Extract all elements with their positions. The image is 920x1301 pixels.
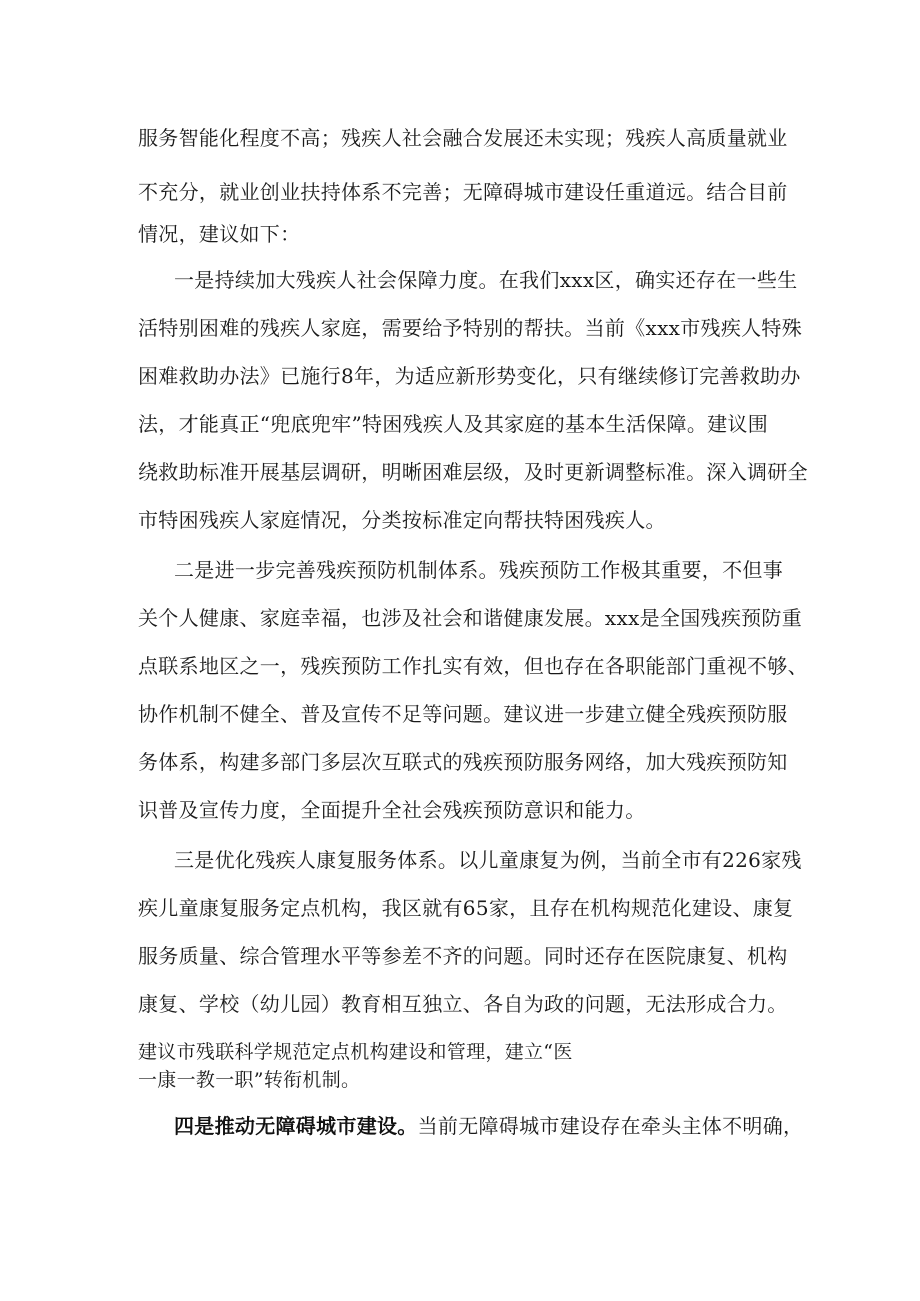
paragraph-2-lead: 二是进一步完善残疾预防机制体系。残疾预防工作极其重要，不但事 (174, 558, 783, 582)
paragraph-3-lead: 三是优化残疾人康复服务体系。以儿童康复为例，当前全市有226家残 (174, 848, 802, 872)
text-line: 不充分，就业创业扶持体系不完善；无障碍城市建设任重道远。结合目前 (138, 180, 788, 204)
paragraph-4-heading: 四是推动无障碍城市建设。 (174, 1114, 418, 1138)
text-line: 服务智能化程度不高；残疾人社会融合发展还未实现；残疾人高质量就业 (138, 126, 788, 150)
text-line: 情况，建议如下： (138, 222, 301, 246)
text-line: 点联系地区之一，残疾预防工作扎实有效，但也存在各职能部门重视不够、 (138, 654, 808, 678)
text-line: 市特困残疾人家庭情况，分类按标准定向帮扶特困残疾人。 (138, 508, 666, 532)
text-line: 服务质量、综合管理水平等参差不齐的问题。同时还存在医院康复、机构 (138, 944, 788, 968)
text-line: 绕救助标准开展基层调研，明晰困难层级，及时更新调整标准。深入调研全 (138, 460, 808, 484)
paragraph-1-lead: 一是持续加大残疾人社会保障力度。在我们xxx区，确实还存在一些生 (174, 268, 798, 292)
text-line: 务体系，构建多部门多层次互联式的残疾预防服务网络，加大残疾预防知 (138, 750, 788, 774)
text-line: 疾儿童康复服务定点机构，我区就有65家，且存在机构规范化建设、康复 (138, 896, 794, 920)
text-line: 一康一教一职”转衔机制。 (138, 1069, 361, 1091)
text-line: 关个人健康、家庭幸福，也涉及社会和谐健康发展。xxx是全国残疾预防重 (138, 606, 803, 630)
text-line: 困难救助办法》已施行8年，为适应新形势变化，只有继续修订完善救助办 (138, 364, 801, 388)
paragraph-4-text: 当前无障碍城市建设存在牵头主体不明确， (417, 1114, 804, 1138)
text-line: 康复、学校（幼儿园）教育相互独立、各自为政的问题，无法形成合力。 (138, 992, 788, 1016)
paragraph-4-lead (174, 1114, 803, 1138)
text-line: 协作机制不健全、普及宣传不足等问题。建议进一步建立健全残疾预防服 (138, 702, 788, 726)
text-line: 建议市残联科学规范定点机构建设和管理，建立“医 (138, 1041, 573, 1063)
text-line: 法，才能真正“兜底兜牢”特困残疾人及其家庭的基本生活保障。建议围 (138, 412, 769, 436)
text-line: 活特别困难的残疾人家庭，需要给予特别的帮扶。当前《xxx市残疾人特殊 (138, 316, 803, 340)
text-line: 识普及宣传力度，全面提升全社会残疾预防意识和能力。 (138, 798, 646, 822)
